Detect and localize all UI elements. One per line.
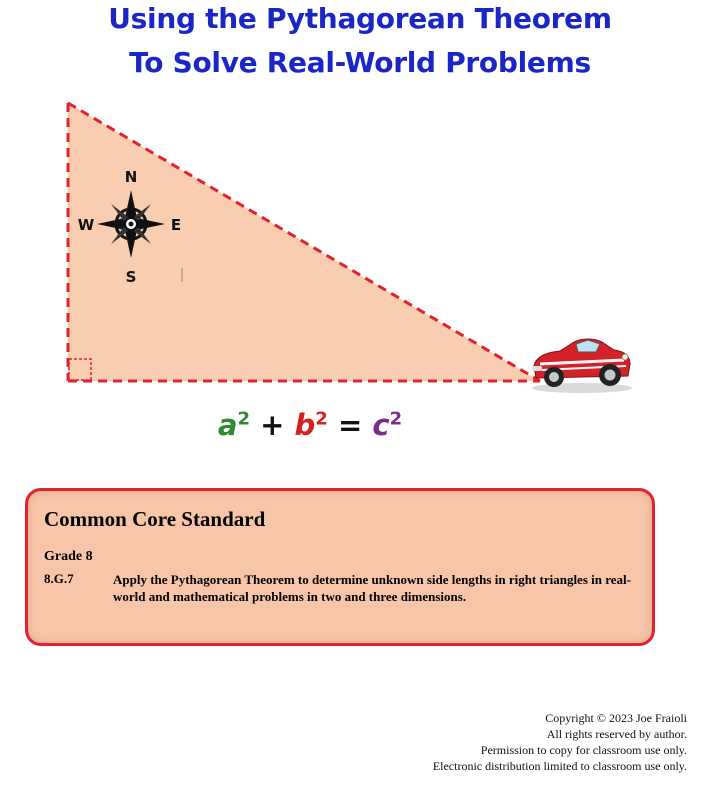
- formula-a: a: [217, 408, 238, 442]
- copyright-line-2: All rights reserved by author.: [546, 727, 687, 741]
- pythagorean-formula: [0, 408, 620, 442]
- standard-text: Apply the Pythagorean Theorem to determine unknown side lengths in right triangles in real-world and mathematical problems in two and three dimensions.: [113, 572, 631, 604]
- formula-c: c: [372, 408, 390, 442]
- formula-b: b: [294, 408, 316, 442]
- standard-heading: Common Core Standard: [44, 507, 266, 531]
- title-line-2: To Solve Real-World Problems: [129, 46, 591, 79]
- formula-a-exponent: 2: [237, 408, 250, 430]
- copyright-line-1: Copyright © 2023 Joe Fraioli: [545, 711, 687, 725]
- common-core-standard-box: [25, 488, 655, 646]
- formula-equals: =: [337, 408, 363, 442]
- title-line-1: Using the Pythagorean Theorem: [108, 2, 612, 35]
- formula-b-exponent: 2: [315, 408, 328, 430]
- formula-c-exponent: 2: [389, 408, 403, 430]
- standard-grade: Grade 8: [44, 549, 93, 564]
- compass-e: E: [170, 216, 182, 234]
- compass-s: S: [125, 268, 137, 286]
- standard-code: 8.G.7: [44, 571, 74, 586]
- copyright-line-3: Permission to copy for classroom use only.: [480, 743, 687, 757]
- formula-plus: +: [260, 408, 285, 442]
- compass-w: W: [77, 216, 95, 234]
- copyright-line-4: Electronic distribution limited to classroom use only.: [432, 759, 687, 773]
- copyright-notice: [433, 710, 687, 774]
- compass-n: N: [124, 168, 138, 186]
- red-sports-car-icon: [532, 339, 632, 393]
